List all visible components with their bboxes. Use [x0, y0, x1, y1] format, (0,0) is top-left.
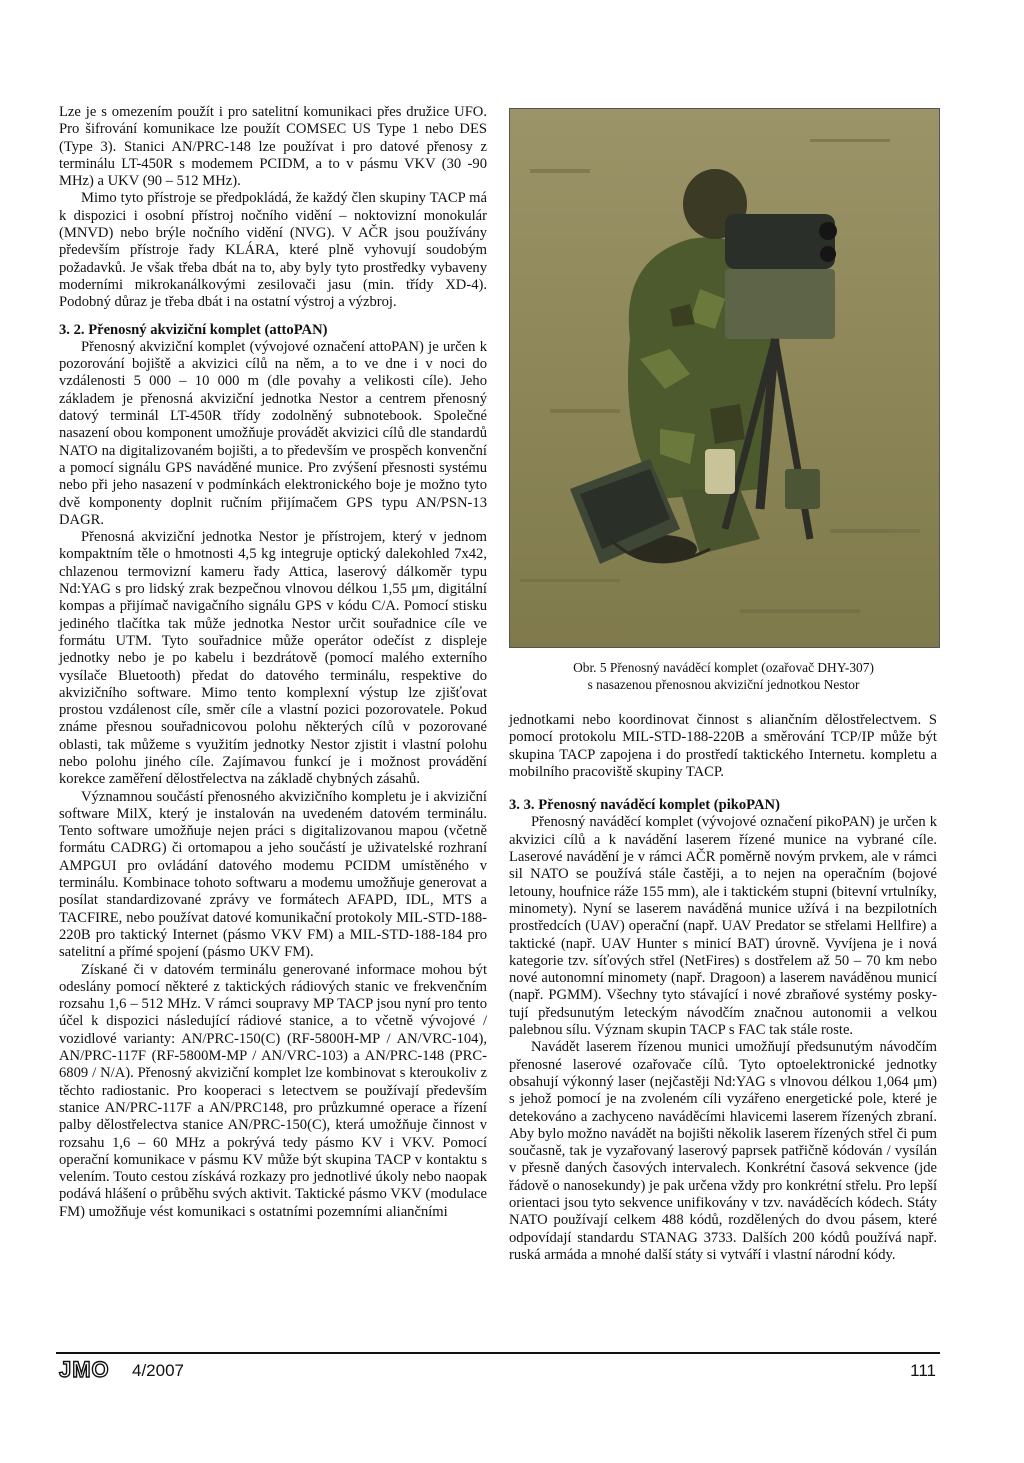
caption-line: s nasazenou přenosnou akviziční jednotkou Nestor [587, 677, 860, 692]
figure-caption [509, 659, 938, 693]
footer-rule [56, 1352, 940, 1354]
paragraph: Přenosný naváděcí komplet (vývojové označení pikoPAN) je určen k akvizici cílů a k navádění laserem řízené munice na vybrané cíle. Laserové navádění je v rámci AČR poměrně novým prvkem, ale v rámci sil NATO se používá stále častěji, a to nejen na operačním (bojové letouny, houfnice ráže 155 mm), ale i taktickém stupni (bitevní vrtulníky, minomety). Nyní se laserem naváděná munice užívá i na bezpilotních prostředcích (UAV) operační (např. UAV Predator se střelami Hellfire) a taktické (např. UAV Hunter s minicí BAT) úrovně. Vyvíjena je i nová kategorie tzv. síťových střel (NetFires) s dostřelem až 50 – 70 km nebo nové autonomní minomety (např. Dragoon) a laserem naváděnou municí (např. PGMM). Všechny tyto stávající i nové zbraňové systémy poskytují předsunutým leteckým návodčím značnou autonomii a velkou palebnou sílu. Význam skupin TACP s FAC tak stále roste. [509, 814, 937, 1039]
section-heading-3-3: 3. 3. Přenosný naváděcí komplet (pikoPAN) [509, 797, 780, 814]
paragraph: Přenosná akviziční jednotka Nestor je přístrojem, který v jednom kompaktním těle o hmotnosti 4,5 kg integruje optický dalekohled 7x42, chlazenou termovizní kameru řady Attica, laserový dálkoměr typu Nd:YAG s pro lidský zrak bezpečnou vlnovou délkou 1,55 μm, digitální kompas a přijímač navigačního signálu GPS v kódu C/A. Pomocí stisku jediného tlačítka tak může jednotka Nestor určit souřadnice cíle ve formátu UTM. Tyto souřadnice může operátor odečíst z displeje jednotky nebo je po kabelu i bezdrátově (pomocí malého externího vysílače Bluetooth) předat do datového terminálu, respektive do akvizičního software. Mimo tento komplexní výstup lze zjišťovat prostou vzdálenost cíle, směr cíle a vlastní pozici pozorovatele. Pokud známe přesnou souřadnicovou polohu některých cílů v pozorované oblasti, tak můžeme s využitím jednotky Nestor zjistit i vlastní polohu nebo polohu jiného cíle. Zajímavou funkcí je i možnost provádění korekce zaměření dělostřelectva na základě chybných zásahů. [59, 529, 487, 788]
page-number: 111 [910, 1361, 936, 1380]
right-text-column [509, 712, 937, 1264]
paragraph: Významnou součástí přenosného akvizičního kompletu je i akviziční software MilX, který je instalován na uvedeném datovém terminálu. Tento software umožňuje nejen práci s digitalizovanou mapou (včetně formátu CADRG) či ortomapou a jeho součástí je uživatelské rozhraní AMPGUI pro ovládání datového modemu PCIDM umístěného v terminálu. Kombinace tohoto softwaru a modemu umožňuje generovat a posílat standardizované zprávy ve formátech AFAPD, IDL, MTS a TACFIRE, nebo používat datové komunikační protokoly MIL-STD-188-220B pro taktický Internet (pásmo VKV FM) a MIL-STD-188-184 pro satelitní a přímé spojení (pásmo UKV FM). [59, 788, 487, 961]
paragraph: Přenosný akviziční komplet (vývojové označení attoPAN) je určen k pozorování bojiště a akvizici cílů na něm, a to ve dne i v noci do vzdálenosti 5 000 – 10 000 m (dle povahy a velikosti cíle). Jeho základem je přenosná akviziční jednotka Nestor a centrem přenosný datový terminál LT-450R třídy zodolněný subnotebook. Společné nasazení obou komponent umožňuje provádět akvizici cílů dle standardů NATO na digitalizovaném bojišti, a to především ve prospěch konvenční a pomocí signálu GPS naváděné munice. Pro zvýšení přesnosti systému nebo při jeho nasazení v podmínkách elektronického boje je možno tyto dvě komponenty doplnit ručním přijímačem GPS typu AN/PSN-13 DAGR. [59, 338, 487, 528]
paragraph: Navádět laserem řízenou munici umožňují předsunutým návodčím přenosné laserové ozařovače cílů. Tyto optoelektronické jednotky obsahují výkonný laser (nejčastěji Nd:YAG s vlnovou délkou 1,064 μm) s jehož pomocí je na zvoleném cíli vyzářeno energetické pole, které je detekováno a zachyceno naváděcími hlavicemi laserem řízených zbraní. Aby bylo možno navádět na bojišti několik laserem řízených střel či pum současně, tak je vyzařovaný laserový paprsek patřičně kódován / vysílán v přesně daných časových intervalech. Konkrétní časová sekvence (jde řádově o nanosekundy) je pak určena vždy pro konkrétní střelu. Pro lepší orientaci jsou tyto sekvence unifikovány v tzv. naváděcích kódech. Státy NATO používají celkem 488 kódů, rozdělených do dvou pásem, které odpovídají standardu STANAG 3733. Dalších 200 kódů používá např. ruská armáda a mnohé další státy si vytváří i vlastní národní kódy. [509, 1039, 937, 1263]
paragraph: Lze je s omezením použít i pro satelitní komunikaci přes družice UFO. Pro šifrování komunikace lze použít COMSEC US Type 1 nebo DES (Type 3). Stanici AN/PRC-148 lze používat i pro datové přenosy z terminálu LT-450R s modemem PCIDM, a to v pásmu VKV (30 -90 MHz) a UKV (90 – 512 MHz). [59, 104, 487, 190]
issue-number: 4/2007 [132, 1361, 184, 1380]
caption-line: Obr. 5 Přenosný naváděcí komplet (ozařovač DHY-307) [573, 660, 874, 675]
section-heading-3-2: 3. 2. Přenosný akviziční komplet (attoPAN) [59, 321, 328, 338]
figure-photo [509, 108, 940, 648]
paragraph: Získané či v datovém terminálu generované informace mohou být odeslány pomocí některé z taktických rádiových stanic ve frekvenčním rozsahu 1,6 – 512 MHz. V rámci soupravy MP TACP jsou nyní pro tento účel k dispozici následující rádiové stanice, a to včetně vývojové / vozidlové varianty: AN/PRC-150(C) (RF-5800H-MP / AN/VRC-104), AN/PRC-117F (RF-5800M-MP / AN/VRC-103) a AN/PRC-148 (PRC-6809 / N/A). Přenosný akviziční komplet lze kombinovat s kteroukoliv z těchto radiostanic. Pro kooperaci s letectvem se používají především stanice AN/PRC-117F a AN/PRC148, pro průzkumné operace a řízení palby dělostřelectva stanice AN/PRC-150(C), která umožňuje činnost v rozsahu 1,6 – 60 MHz a pokrývá tedy pásmo KV i VKV. Pomocí operační komunikace v pásmu KV může být skupina TACP v kontaktu s velením. Touto cestou získává rozkazy pro jednotlivé úkoly nebo naopak podává hlášení o průběhu svých aktivit. Taktické pásmo VKV (modulace FM) umožňuje vést komunikaci s ostatními pozemními aliančními [59, 961, 487, 1220]
paragraph: Mimo tyto přístroje se předpokládá, že každý člen skupiny TACP má k dispozici i osobní přístroj nočního vidění – noktovizní monokulár (MNVD) nebo brýle nočního vidění (NVG). V AČR jsou používány především přístroje řady KLÁRA, které plně vyhovují soudobým požadavků. Je však třeba dbát na to, aby byly tyto prostředky vybaveny moderními mikrokanálkovými zesilovači jasu (min. třídy XD-4). Podobný důraz je třeba dbát i na ostatní výstroj a výzbroj. [59, 190, 487, 311]
left-text-column [59, 104, 487, 1221]
soldier-with-tripod-photo [510, 109, 939, 647]
journal-logo: JMO [59, 1357, 110, 1382]
paragraph: jednotkami nebo koordinovat činnost s aliančním dělostřelectvem. S pomocí protokolu MIL-STD-188-220B a směrování TCP/IP může být skupina TACP zapojena i do prostředí taktického Internetu. kompletu a mobilního pracoviště skupiny TACP. [509, 712, 937, 780]
